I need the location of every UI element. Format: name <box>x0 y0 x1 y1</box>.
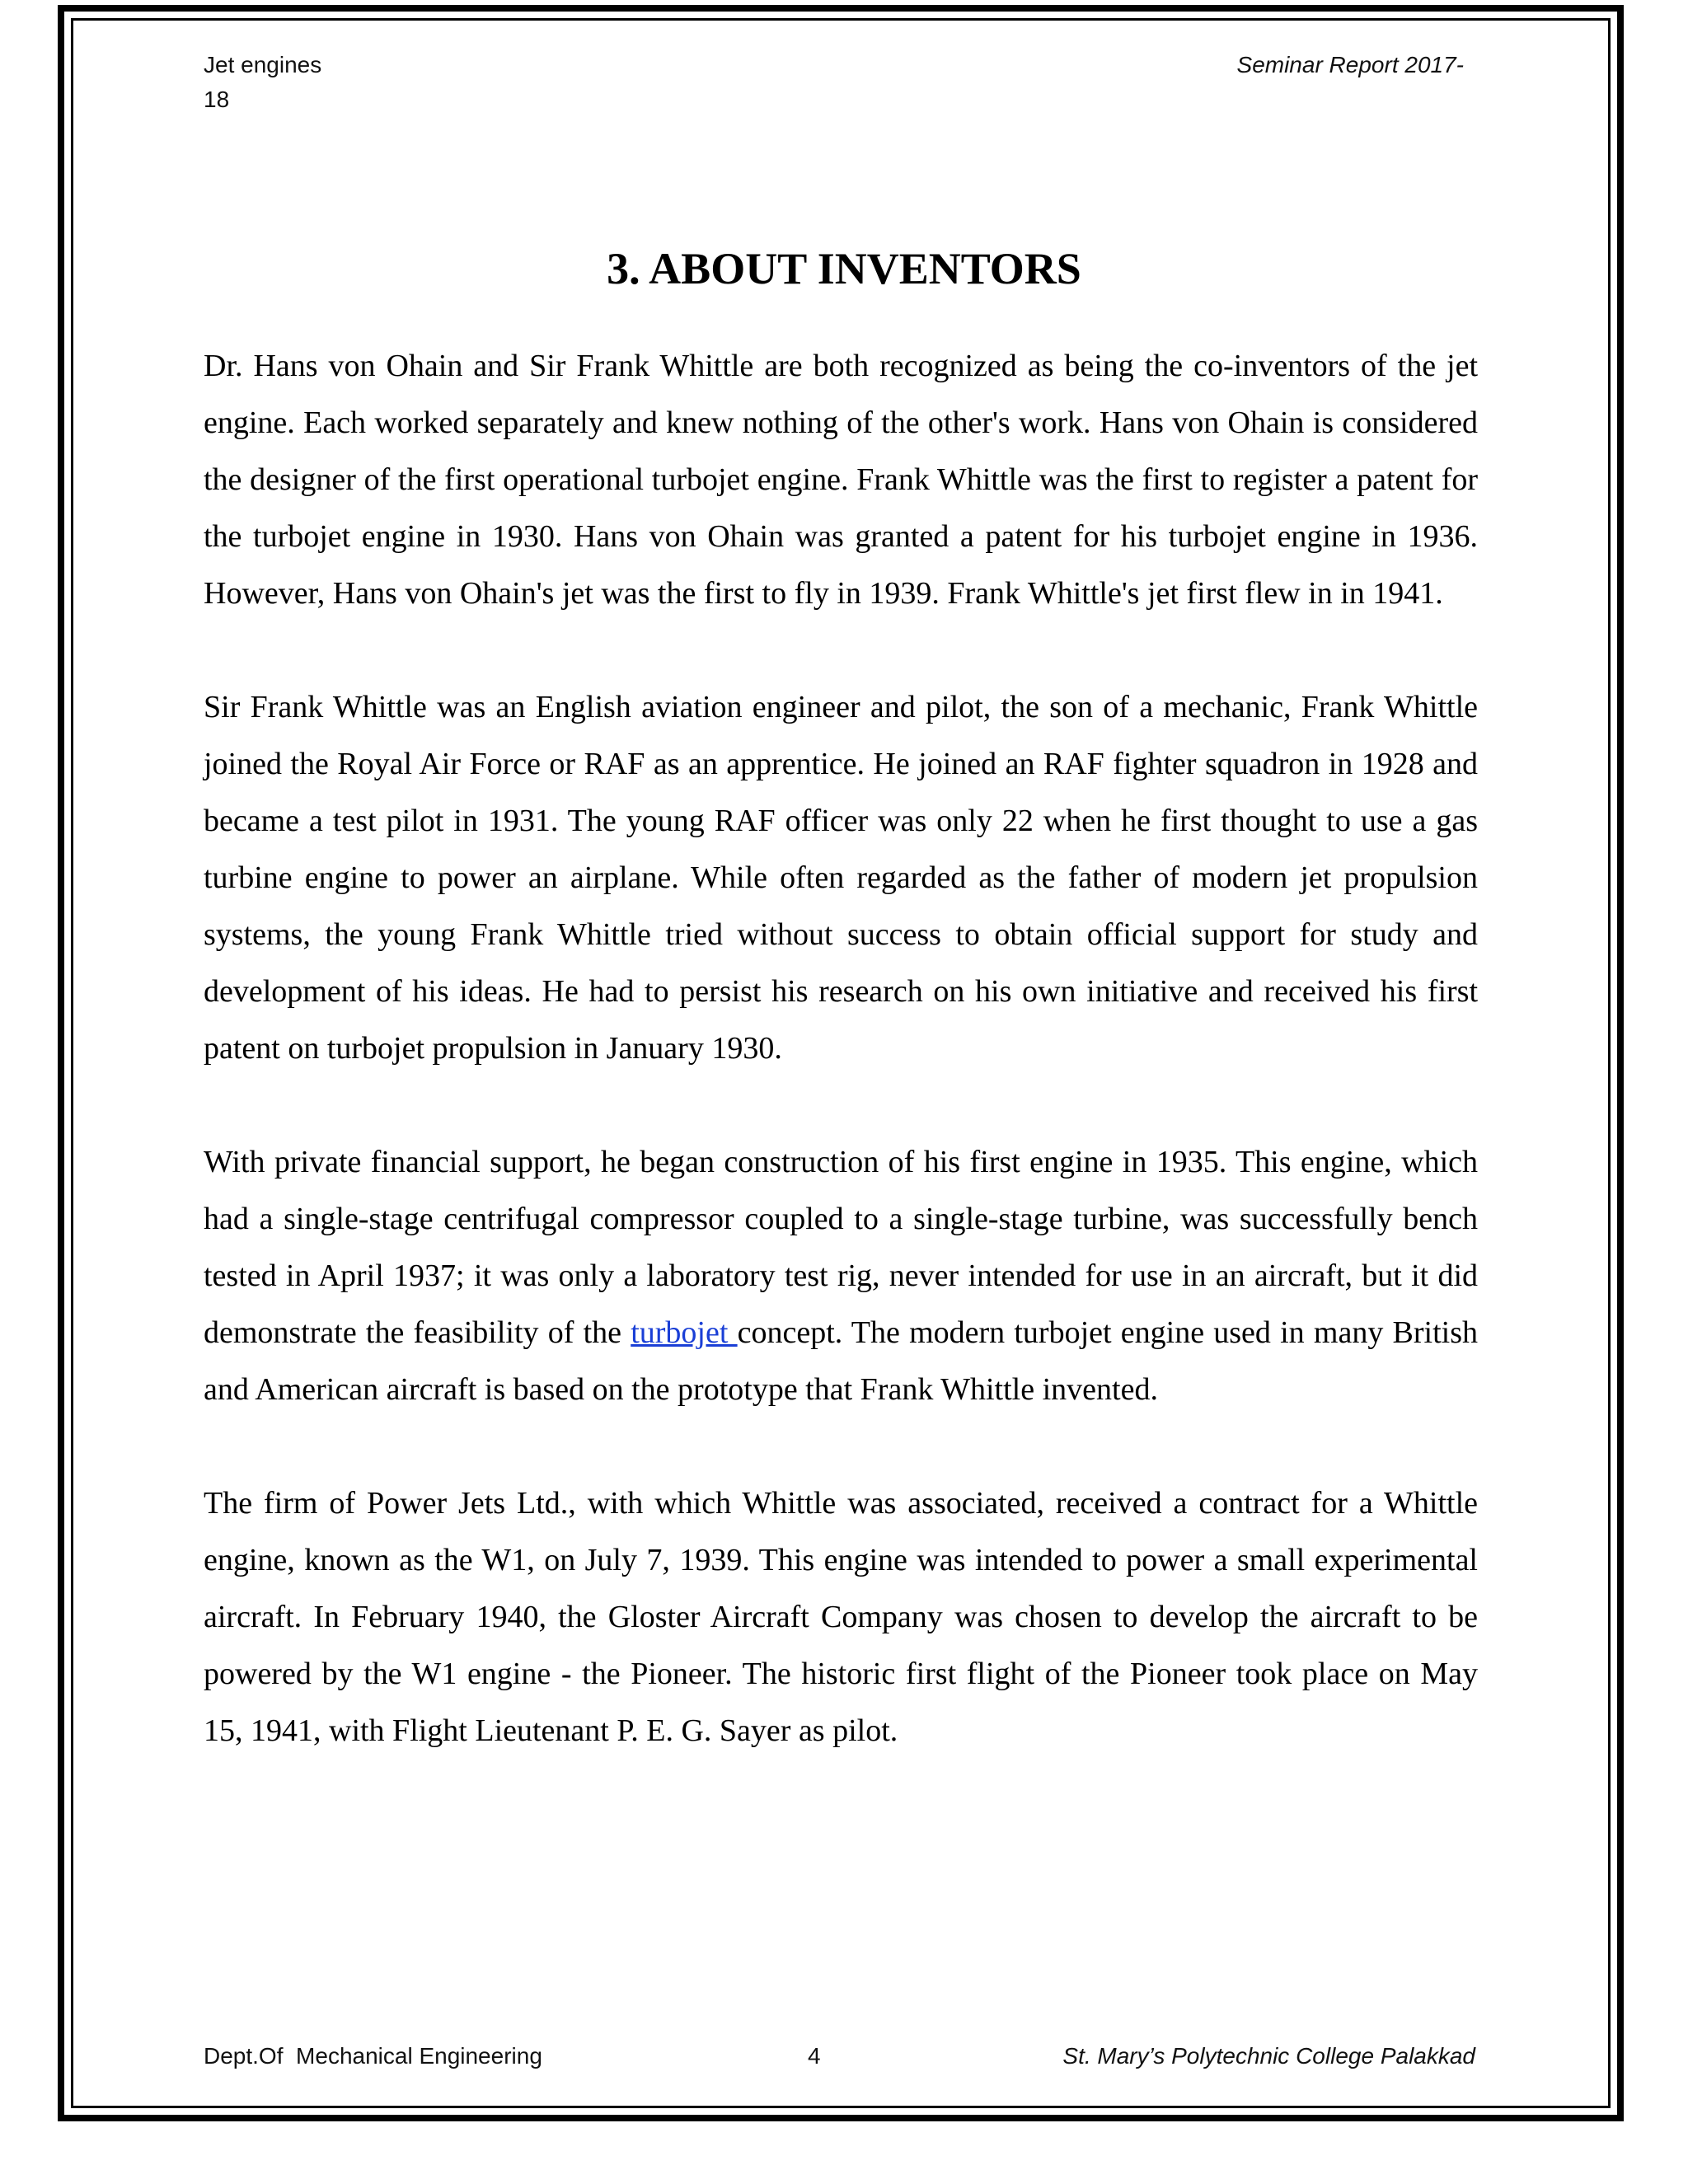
running-header-right: Seminar Report 2017- <box>1236 52 1464 77</box>
footer-department: Dept.Of Mechanical Engineering <box>204 2043 542 2069</box>
paragraph-4: The firm of Power Jets Ltd., with which Whittle was associated, received a contract for a Whittle engine, known as the W1, on July 7, 1939. This engine was intended to power a small experimental aircraft. In February 1940, the Gloster Aircraft Company was chosen to develop the aircraft to be powered by the W1 engine - the Pioneer. The historic first flight of the Pioneer took place on May 15, 1941, with Flight Lieutenant P. E. G. Sayer as pilot. <box>204 1486 1478 1748</box>
paragraph-3-text-after: concept. The modern turbojet engine used in many British and American aircraft is based on the prototype that Frank Whittle invented. <box>204 1315 1478 1407</box>
paragraph-1: Dr. Hans von Ohain and Sir Frank Whittle are both recognized as being the co-inventors of the jet engine. Each worked separately and knew nothing of the other's work. Hans von Ohain is considered the designer of the first operational turbojet engine. Frank Whittle was the first to register a patent for the turbojet engine in 1930. Hans von Ohain was granted a patent for his turbojet engine in 1936. However, Hans von Ohain's jet was the first to fly in 1939. Frank Whittle's jet first flew in in 1941. <box>204 349 1478 611</box>
paragraph-3 <box>204 1134 1478 1418</box>
section-title: 3. ABOUT INVENTORS <box>607 244 1081 294</box>
footer-college: St. Mary’s Polytechnic College Palakkad <box>1062 2043 1475 2069</box>
running-header-left <box>204 48 451 117</box>
footer-page-number: 4 <box>808 2043 821 2069</box>
header-title-continuation: 18 <box>204 87 230 112</box>
paragraph-3-text-before: With private financial support, he began construction of his first engine in 1935. This engine, which had a single-stage centrifugal compressor coupled to a single-stage turbine, was successfully bench tested in April 1937; it was only a laboratory test rig, never intended for use in an aircraft, but it did demonstrate the feasibility of the <box>204 1145 1478 1350</box>
body-text <box>204 338 1478 1816</box>
turbojet-link[interactable]: turbojet <box>631 1315 738 1350</box>
header-title: Jet engines <box>204 52 322 77</box>
paragraph-2: Sir Frank Whittle was an English aviation engineer and pilot, the son of a mechanic, Frank Whittle joined the Royal Air Force or RAF as an apprentice. He joined an RAF fighter squadron in 1928 and became a test pilot in 1931. The young RAF officer was only 22 when he first thought to use a gas turbine engine to power an airplane. While often regarded as the father of modern jet propulsion systems, the young Frank Whittle tried without success to obtain official support for study and development of his ideas. He had to persist his research on his own initiative and received his first patent on turbojet propulsion in January 1930. <box>204 690 1478 1066</box>
